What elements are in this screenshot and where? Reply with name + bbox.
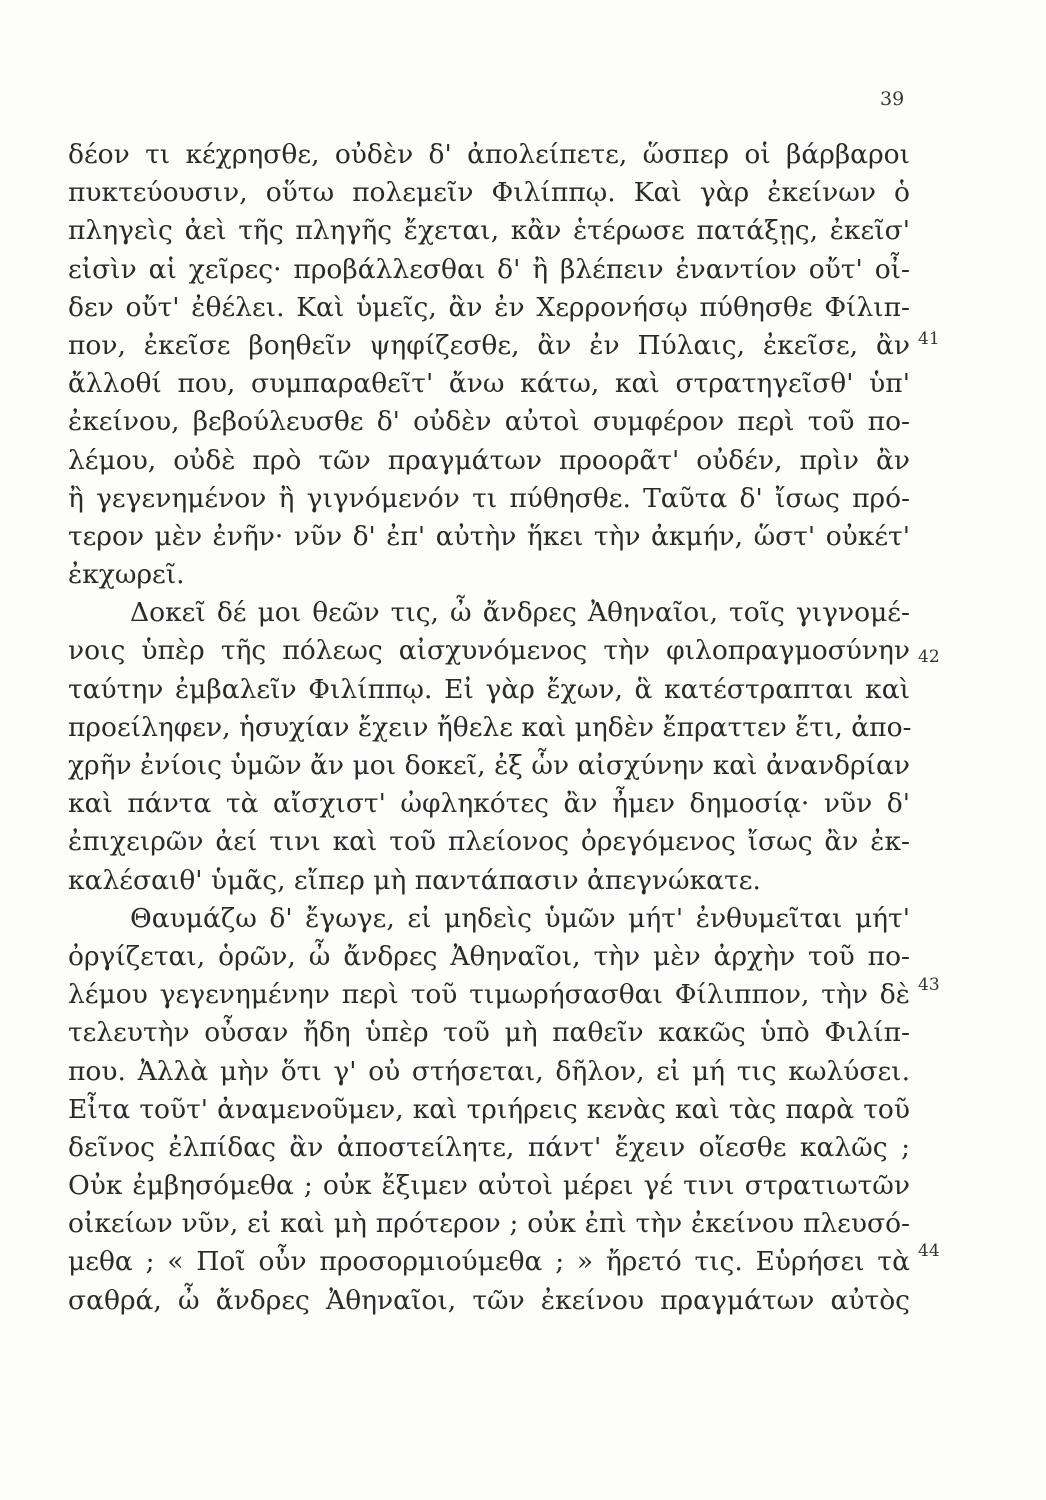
- text-line: ἢ γεγενημένον ἢ γιγνόμενόν τι πύθησθε. Ταῦτα δ' ἴσως πρό-: [68, 482, 910, 514]
- text-line: Οὐκ ἐμβησόμεθα ; οὐκ ἔξιμεν αὐτοὶ μέρει γέ τινι στρατιωτῶν: [68, 1170, 910, 1202]
- text-line: που. Ἀλλὰ μὴν ὅτι γ' οὐ στήσεται, δῆλον, εἰ μή τις κωλύσει.: [68, 1055, 910, 1087]
- text-line: ἐκείνου, βεβούλευσθε δ' οὐδὲν αὐτοὶ συμφέρον περὶ τοῦ πο-: [68, 406, 910, 438]
- section-number-44: 44: [918, 1241, 940, 1261]
- text-line: ὀργίζεται, ὁρῶν, ὦ ἄνδρες Ἀθηναῖοι, τὴν μὲν ἀρχὴν τοῦ πο-: [68, 940, 910, 972]
- text-line: πον, ἐκεῖσε βοηθεῖν ψηφίζεσθε, ἂν ἐν Πύλαις, ἐκεῖσε, ἂν: [68, 329, 910, 361]
- text-line: πυκτεύουσιν, οὕτω πολεμεῖν Φιλίππῳ. Καὶ γὰρ ἐκείνων ὁ: [68, 177, 910, 209]
- text-line: τελευτὴν οὖσαν ἤδη ὑπὲρ τοῦ μὴ παθεῖν κακῶς ὑπὸ Φιλίπ-: [68, 1017, 910, 1049]
- text-line: χρῆν ἐνίοις ὑμῶν ἄν μοι δοκεῖ, ἐξ ὧν αἰσχύνην καὶ ἀνανδρίαν: [68, 750, 910, 781]
- text-line: εἰσὶν αἱ χεῖρες· προβάλλεσθαι δ' ἢ βλέπειν ἐναντίον οὔτ' οἶ-: [68, 253, 910, 285]
- text-line: Δοκεῖ δέ μοι θεῶν τις, ὦ ἄνδρες Ἀθηναῖοι, τοῖς γιγνομέ-: [130, 597, 910, 629]
- section-number-41: 41: [918, 329, 940, 349]
- text-line: ταύτην ἐμβαλεῖν Φιλίππῳ. Εἰ γὰρ ἔχων, ἃ κατέστραπται καὶ: [68, 673, 910, 705]
- text-block: [68, 136, 910, 1320]
- text-line: δέον τι κέχρησθε, οὐδὲν δ' ἀπολείπετε, ὥσπερ οἱ βάρβαροι: [68, 139, 910, 170]
- text-line: οἰκείων νῦν, εἰ καὶ μὴ πρότερον ; οὐκ ἐπὶ τὴν ἐκείνου πλευσό-: [68, 1208, 910, 1240]
- text-line: καλέσαιθ' ὑμᾶς, εἴπερ μὴ παντάπασιν ἀπεγνώκατε.: [68, 864, 761, 896]
- text-line: καὶ πάντα τὰ αἴσχιστ' ὠφληκότες ἂν ἦμεν δημοσίᾳ· νῦν δ': [68, 788, 910, 820]
- section-number-42: 42: [918, 647, 940, 667]
- text-line: σαθρά, ὦ ἄνδρες Ἀθηναῖοι, τῶν ἐκείνου πραγμάτων αὐτὸς: [68, 1284, 910, 1316]
- text-line: ἄλλοθί που, συμπαραθεῖτ' ἄνω κάτω, καὶ στρατηγεῖσθ' ὑπ': [68, 368, 910, 400]
- text-line: μεθα ; « Ποῖ οὖν προσορμιούμεθα ; » ἤρετό τις. Εὑρήσει τὰ: [68, 1246, 910, 1278]
- text-line: προείληφεν, ἡσυχίαν ἔχειν ἤθελε καὶ μηδὲν ἔπραττεν ἔτι, ἀπο-: [68, 711, 912, 743]
- page-number: 39: [880, 88, 905, 110]
- section-number-43: 43: [918, 975, 940, 995]
- text-line: λέμου, οὐδὲ πρὸ τῶν πραγμάτων προορᾶτ' οὐδέν, πρὶν ἂν: [68, 444, 910, 476]
- text-line: λέμου γεγενημένην περὶ τοῦ τιμωρήσασθαι Φίλιππον, τὴν δὲ: [68, 979, 910, 1011]
- text-line: Εἶτα τοῦτ' ἀναμενοῦμεν, καὶ τριήρεις κενὰς καὶ τὰς παρὰ τοῦ: [68, 1093, 910, 1125]
- text-line: ἐκχωρεῖ.: [68, 559, 185, 591]
- text-line: Θαυμάζω δ' ἔγωγε, εἰ μηδεὶς ὑμῶν μήτ' ἐνθυμεῖται μήτ': [130, 902, 910, 934]
- text-line: πληγεὶς ἀεὶ τῆς πληγῆς ἔχεται, κἂν ἑτέρωσε πατάξῃς, ἐκεῖσ': [68, 215, 910, 247]
- text-line: ἐπιχειρῶν ἀεί τινι καὶ τοῦ πλείονος ὀρεγόμενος ἴσως ἂν ἐκ-: [68, 826, 910, 858]
- text-line: δεῖνος ἐλπίδας ἂν ἀποστείλητε, πάντ' ἔχειν οἴεσθε καλῶς ;: [68, 1131, 910, 1163]
- text-line: δεν οὔτ' ἐθέλει. Καὶ ὑμεῖς, ἂν ἐν Χερρονήσῳ πύθησθε Φίλιπ-: [68, 291, 910, 323]
- text-line: τερον μὲν ἐνῆν· νῦν δ' ἐπ' αὐτὴν ἥκει τὴν ἀκμήν, ὥστ' οὐκέτ': [68, 520, 910, 552]
- text-line: νοις ὑπὲρ τῆς πόλεως αἰσχυνόμενος τὴν φιλοπραγμοσύνην: [68, 635, 910, 667]
